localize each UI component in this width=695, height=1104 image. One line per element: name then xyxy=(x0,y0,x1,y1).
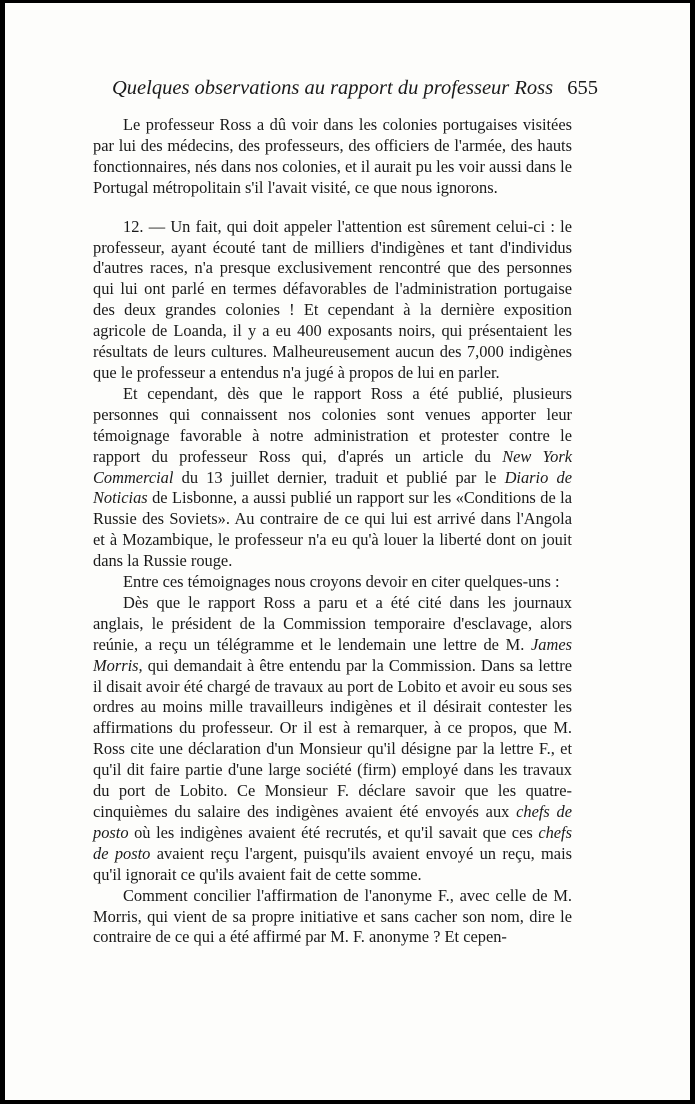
text-run: Entre ces témoignages nous croyons devoir en citer quelques-uns : xyxy=(123,572,560,592)
paragraph xyxy=(93,593,572,886)
text-run: avaient reçu l'argent, puisqu'ils avaient envoyé un reçu, mais qu'il ignorait ce qu'ils avaient fait de cette somme. xyxy=(93,843,573,884)
page-number: 655 xyxy=(567,77,598,99)
running-title: Quelques observations au rapport du professeur Ross xyxy=(112,77,554,99)
paragraph xyxy=(93,115,572,199)
text-run: Dès que le rapport Ross a paru et a été cité dans les journaux anglais, le président de la Commission temporaire d'esclavage, alors reúnie, a reçu un télégramme et le lendemain une lettre de M. xyxy=(93,592,572,654)
text-run: Comment concilier l'affirmation de l'anonyme F., avec celle de M. Morris, qui vient de sa propre initiative et sans cacher son nom, dire le contraire de ce qui a été affirmé par M. F. anonyme ? Et cepen- xyxy=(93,885,572,947)
italic-text: Diario de Noticias xyxy=(93,467,572,508)
text-run: qui demandait à être entendu par la Commission. Dans sa lettre il disait avoir été chargé de travaux au port de Lobito et avoir eu sous ses ordres au moins mille travailleurs indigènes et il désirait contester les affirmations du professeur. Or il est à remarquer, à ce propos, que M. Ross cite une déclaration d'un Monsieur qu'il désigne par la lettre F., et qu'il dit faire partie d'une large société (firm) employé dans les travaux du port de Lobito. Ce Monsieur F. déclare savoir que les quatre-cinquièmes du salaire des indigènes avaient été envoyés aux xyxy=(93,655,572,821)
body-text xyxy=(93,115,572,948)
paragraph xyxy=(93,217,572,384)
text-run: 12. — Un fait, qui doit appeler l'attention est sûrement celui-ci : le professeur, ayant écouté tant de milliers d'indigènes et tant d'individus d'autres races, n'a presque exclusivement rencontré que des personnes qui lui ont parlé en termes défavorables de l'administration portugaise des deux grandes colonies ! Et cependant à la dernière exposition agricole de Loanda, il y a eu 400 exposants noirs, qui présentaient les résultats de leurs cultures. Malheureusement aucun des 7,000 indigènes que le professeur a entendus n'a jugé à propos de lui en parler. xyxy=(93,216,572,382)
text-run: Et cependant, dès que le rapport Ross a été publié, plusieurs personnes qui connaissent nos colonies sont venues apporter leur témoignage favorable à notre administration et protester contre le rapport du professeur Ross qui, d'aprés un article du xyxy=(93,383,572,466)
italic-text: James Morris, xyxy=(93,634,572,675)
text-run: Le professeur Ross a dû voir dans les colonies portugaises visitées par lui des médecins, des professeurs, des officiers de l'armée, des hauts fonctionnaires, nés dans nos colonies, et il aurait pu les voir aussi dans le Portugal métropolitain s'il l'avait visité, ce que nous ignorons. xyxy=(93,115,572,197)
paragraph xyxy=(93,886,572,949)
text-run: du 13 juillet dernier, traduit et publié par le xyxy=(173,467,505,487)
paragraph xyxy=(93,572,572,593)
text-run: de Lisbonne, a aussi publié un rapport sur les «Conditions de la Russie des Soviets». Au contraire de ce qui lui est arrivé dans l'Angola et à Mozambique, le professeur n'a eu qu'à louer la liberté dont on jouit dans la Russie rouge. xyxy=(93,488,572,571)
text-run: où les indigènes avaient été recrutés, et qu'il savait que ces xyxy=(128,822,539,842)
page-header xyxy=(112,75,598,101)
italic-text: chefs de posto xyxy=(93,802,572,842)
italic-text: New York Commercial xyxy=(93,446,572,487)
italic-text: chefs de posto xyxy=(93,822,572,863)
paragraph xyxy=(93,384,572,572)
